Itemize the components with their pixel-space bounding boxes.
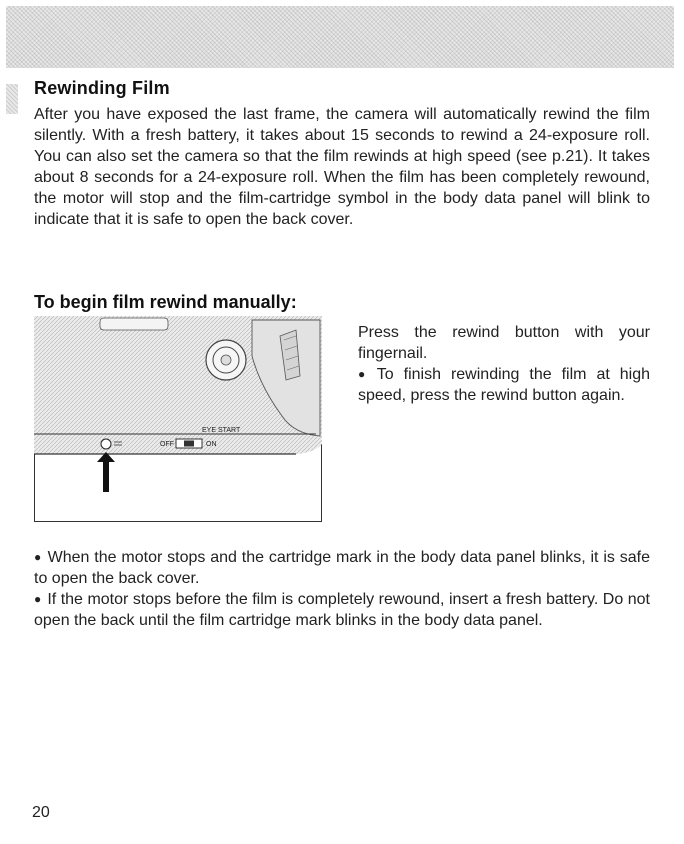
section-title: Rewinding Film [34, 78, 170, 98]
manual-rewind-text [358, 322, 650, 406]
switch-off-label: OFF [160, 441, 174, 448]
notes-list [34, 547, 650, 631]
camera-illustration [34, 316, 322, 522]
eye-start-label: EYE START [202, 427, 241, 434]
high-speed-note: ● To finish rewinding the film at high speed, press the rewind button again. [358, 366, 651, 404]
switch-knob [184, 441, 194, 447]
switch-on-label: ON [206, 441, 217, 448]
note-item: ● When the motor stops and the cartridge mark in the body data panel blinks, it is safe to open the back cover. [34, 549, 651, 587]
rewind-instruction: Press the rewind button with your fingernail. [358, 324, 650, 362]
bullet-icon: ● [34, 550, 42, 564]
rewind-button[interactable] [101, 439, 111, 449]
manual-rewind-title: To begin film rewind manually: [34, 292, 297, 312]
bullet-icon: ● [34, 592, 42, 606]
intro-paragraph: After you have exposed the last frame, the camera will automatically rewind the film silently. With a fresh battery, it takes about 15 seconds to rewind a 24-exposure roll. You can also set the camera so that the film rewinds at high speed (see p.21). It takes about 8 seconds for a 24-exposure roll. When the film has been completely rewound, the motor will stop and the film-cartridge symbol in the body data panel will blink to indicate that it is safe to open the back cover. [34, 106, 650, 228]
note-item: ● If the motor stops before the film is completely rewound, insert a fresh battery. Do not open the back until the film cartridge mark blinks in the body data panel. [34, 591, 650, 629]
bullet-icon: ● [358, 367, 371, 381]
page-number: 20 [32, 804, 50, 821]
section-marker [6, 84, 18, 114]
hot-shoe [100, 318, 168, 330]
header-band [6, 6, 674, 68]
camera-dial-center [221, 355, 231, 365]
